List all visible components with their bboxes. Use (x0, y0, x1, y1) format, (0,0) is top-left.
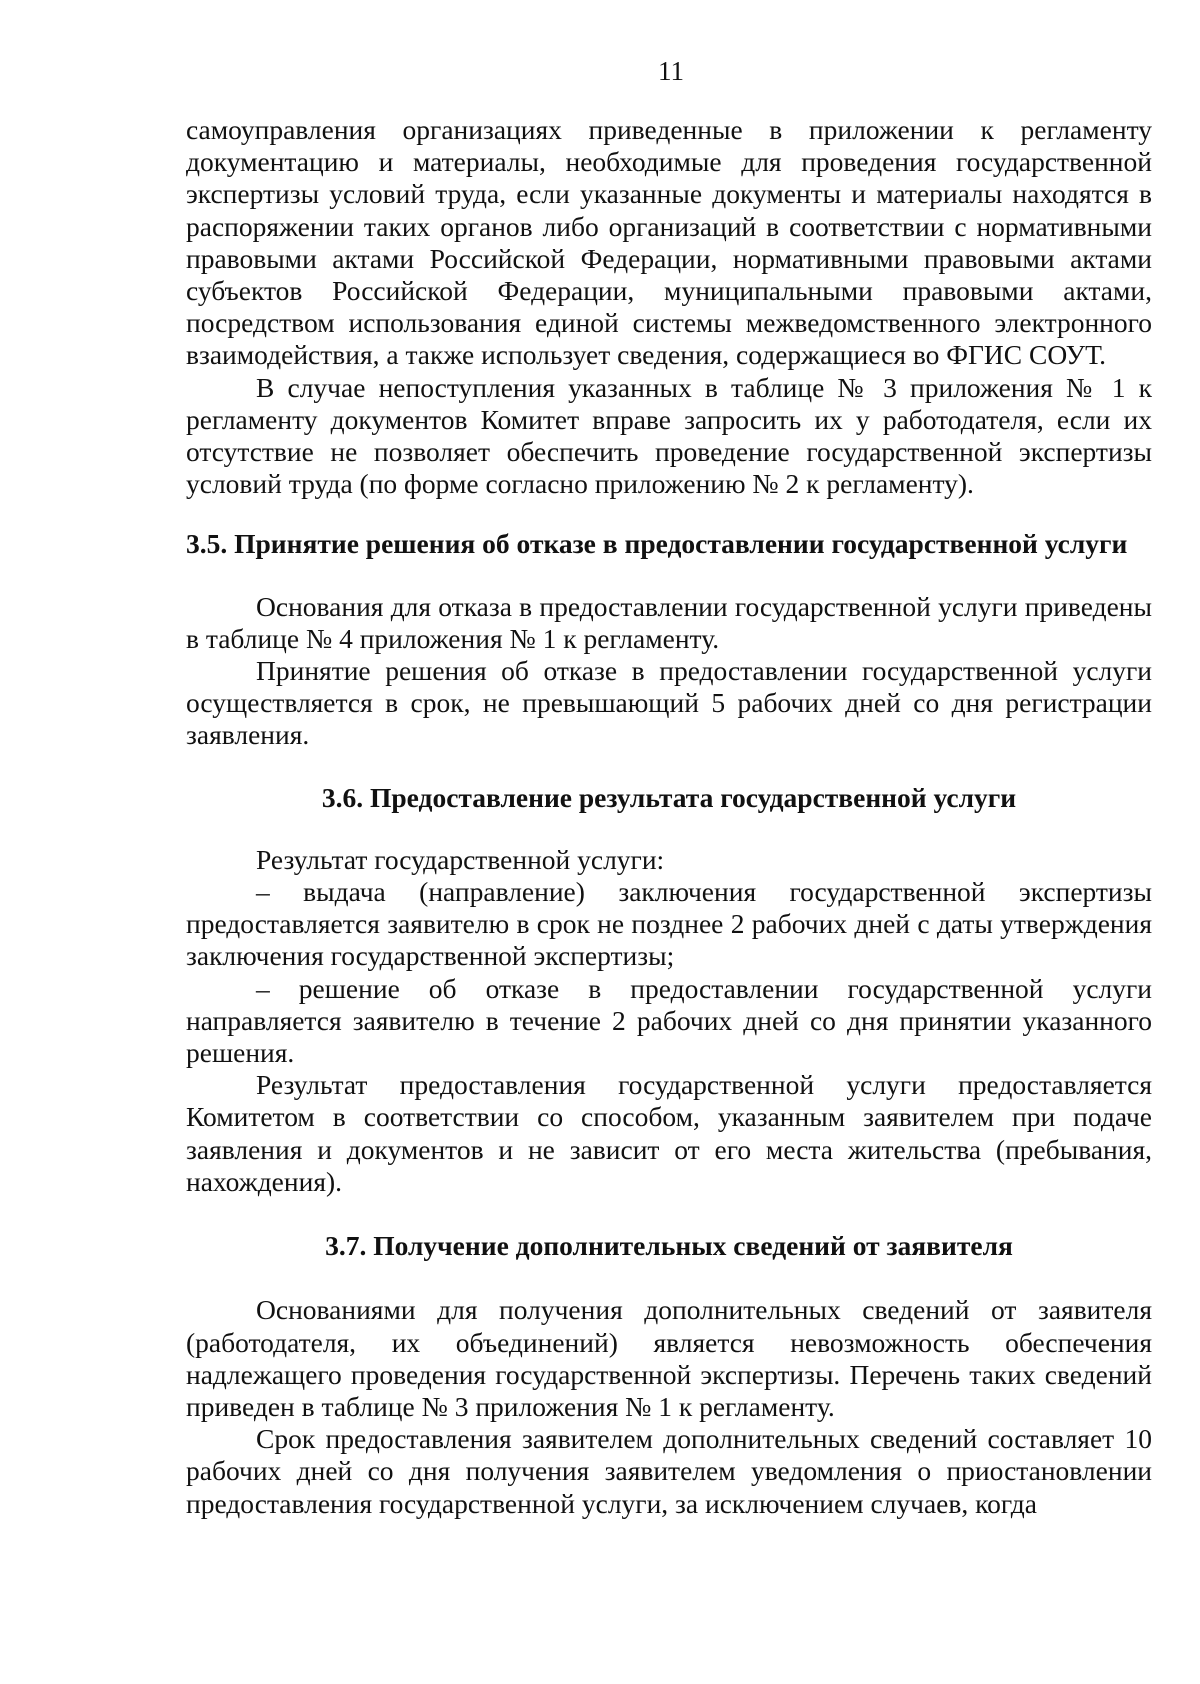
section-heading-3-7: 3.7. Получение дополнительных сведений от заявителя (325, 1230, 1013, 1262)
paragraph-additional-info-term: Срок предоставления заявителем дополнительных сведений составляет 10 рабочих дней со дня получения заявителем уведомления о приостановлении предоставления государственной услуги, за исключением случаев, когда (186, 1423, 1152, 1519)
page-number: 11 (658, 56, 684, 86)
paragraph-refusal-term: Принятие решения об отказе в предоставлении государственной услуги осуществляется в срок, не превышающий 5 рабочих дней со дня регистрации заявления. (186, 655, 1152, 751)
paragraph-result-delivery: Результат предоставления государственной услуги предоставляется Комитетом в соответствии со способом, указанным заявителем при подаче заявления и документов и не зависит от его места жительства (пребывания, нахождения). (186, 1069, 1152, 1197)
list-item-issuance: – выдача (направление) заключения государственной экспертизы предоставляется заявителю в срок не позднее 2 рабочих дней с даты утверждения заключения государственной экспертизы; (186, 876, 1152, 972)
section-heading-3-5: 3.5. Принятие решения об отказе в предоставлении государственной услуги (186, 528, 1128, 560)
section-heading-3-6: 3.6. Предоставление результата государственной услуги (321, 781, 1017, 813)
paragraph-continued: самоуправления организациях приведенные в приложении к регламенту документацию и материалы, необходимые для проведения государственной экспертизы условий труда, если указанные документы и материалы находятся в распоряжении таких органов либо организаций в соответствии с нормативными правовыми актами Российской Федерации, нормативными правовыми актами субъектов Российской Федерации, муниципальными правовыми актами, посредством использования единой системы межведомственного электронного взаимодействия, а также использует сведения, содержащиеся во ФГИС СОУТ. (186, 114, 1152, 371)
paragraph-result-intro: Результат государственной услуги: (256, 843, 665, 875)
paragraph-additional-info-grounds: Основаниями для получения дополнительных сведений от заявителя (работодателя, их объединений) является невозможность обеспечения надлежащего проведения государственной экспертизы. Перечень таких сведений приведен в таблице № 3 приложения № 1 к регламенту. (186, 1294, 1152, 1422)
paragraph-request-documents: В случае непоступления указанных в таблице № 3 приложения № 1 к регламенту документов Комитет вправе запросить их у работодателя, если их отсутствие не позволяет обеспечить проведение государственной экспертизы условий труда (по форме согласно приложению № 2 к регламенту). (186, 371, 1152, 500)
list-item-refusal: – решение об отказе в предоставлении государственной услуги направляется заявителю в течение 2 рабочих дней со дня принятии указанного решения. (186, 972, 1152, 1069)
paragraph-refusal-grounds: Основания для отказа в предоставлении государственной услуги приведены в таблице № 4 приложения № 1 к регламенту. (186, 590, 1152, 654)
document-body (186, 114, 1152, 1520)
